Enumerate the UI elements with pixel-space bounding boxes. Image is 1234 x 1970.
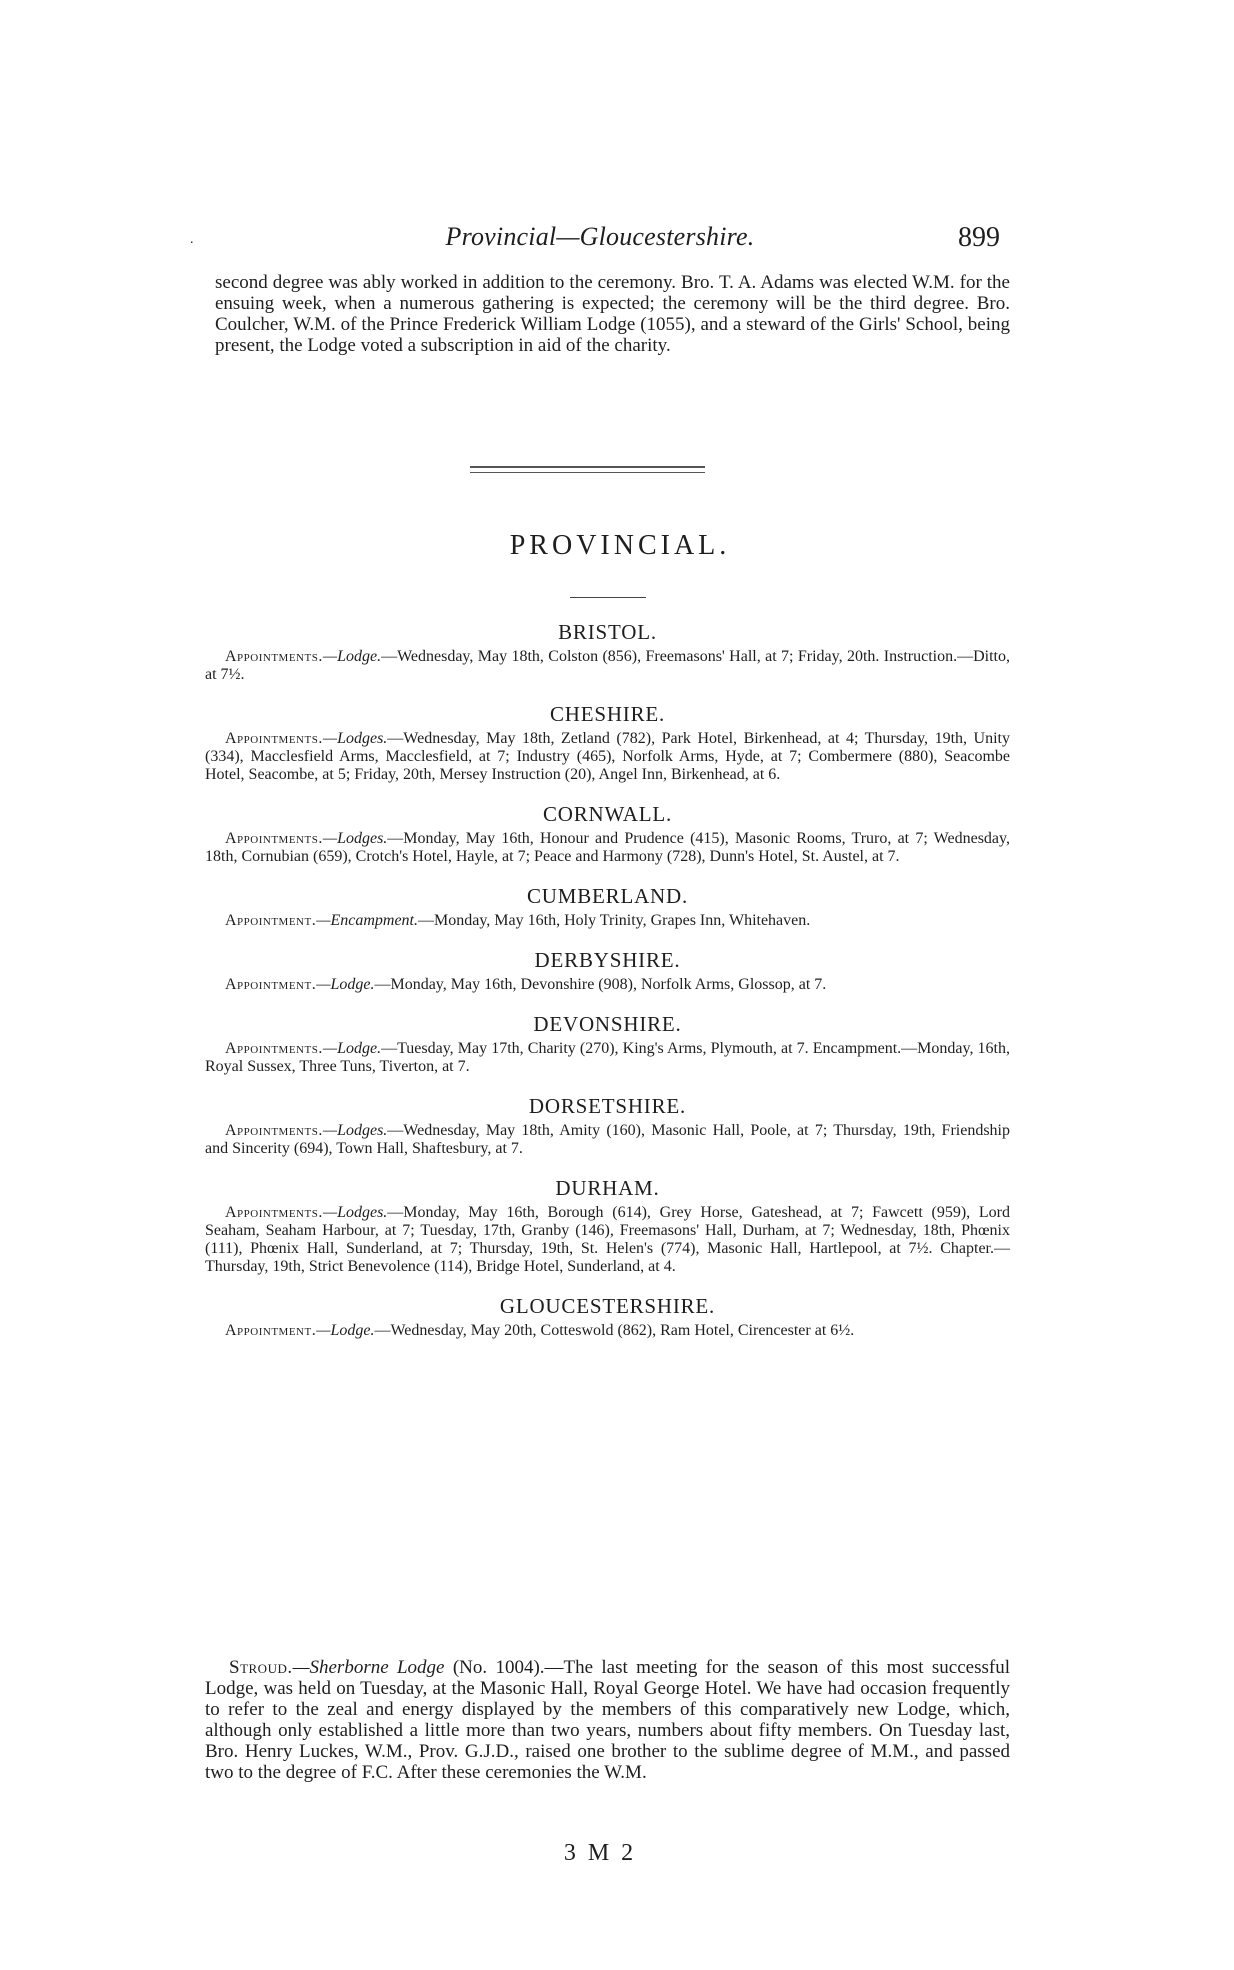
section-heading: DORSETSHIRE. <box>528 1094 687 1118</box>
appointment-label: Appointment. <box>225 1322 317 1339</box>
section-bristol <box>205 620 1010 684</box>
section-text <box>205 648 1010 684</box>
appointment-type: —Lodges. <box>322 830 388 847</box>
lodge-name: —Sherborne Lodge <box>292 1657 445 1678</box>
sections-container <box>205 620 1010 1358</box>
main-heading: PROVINCIAL. <box>509 530 731 561</box>
section-text <box>205 912 1010 930</box>
appointment-type: —Encampment. <box>316 912 418 929</box>
section-text <box>205 1322 1010 1340</box>
section-devonshire <box>205 1012 1010 1076</box>
signature-mark: 3 M 2 <box>563 1840 637 1866</box>
appointment-label: Appointments. <box>225 1122 323 1139</box>
section-text <box>205 730 1010 784</box>
running-header: Provincial—Gloucestershire. <box>445 222 755 251</box>
stroud-text: (No. 1004).—The last meeting for the season of this most successful Lodge, was held on Tuesday, at the Masonic Hall, Royal George Hotel. We have had occasion frequently to refer to the zeal and energy displayed by the members of this comparatively new Lodge, which, although only established a little more than two years, numbers about fifty members. On Tuesday last, Bro. Henry Luckes, W.M., Prov. G.J.D., raised one brother to the sublime degree of M.M., and passed two to the degree of F.C. After these ceremonies the W.M. <box>205 1657 1010 1783</box>
appointment-details: —Monday, May 16th, Honour and Prudence (415), Masonic Rooms, Truro, at 7; Wednesday, 18th, Cornubian (659), Crotch's Hotel, Hayle, at 7; Peace and Harmony (728), Dunn's Hotel, St. Austel, at 7. <box>205 830 1010 865</box>
appointment-type: —Lodge. <box>322 1040 382 1057</box>
appointment-type: —Lodges. <box>322 730 388 747</box>
section-text <box>205 1122 1010 1158</box>
stroud-paragraph <box>205 1657 1010 1783</box>
appointment-type: —Lodge. <box>316 1322 375 1339</box>
appointment-details: —Wednesday, May 18th, Amity (160), Masonic Hall, Poole, at 7; Thursday, 19th, Friendship and Sincerity (694), Town Hall, Shaftesbury, at 7. <box>205 1122 1010 1157</box>
appointment-type: —Lodges. <box>322 1204 388 1221</box>
appointment-details: —Monday, May 16th, Borough (614), Grey Horse, Gateshead, at 7; Fawcett (959), Lord Seaham, Seaham Harbour, at 7; Tuesday, 17th, Granby (146), Freemasons' Hall, Durham, at 7; Wednesday, 18th, Phœnix (111), Phœnix Hall, Sunderland, at 7; Thursday, 19th, St. Helen's (774), Masonic Hall, Hartlepool, at 7½. Chapter.—Thursday, 19th, Strict Benevolence (114), Bridge Hotel, Sunderland, at 4. <box>205 1204 1010 1275</box>
section-text <box>205 1040 1010 1076</box>
section-heading: BRISTOL. <box>558 620 657 644</box>
section-cheshire <box>205 702 1010 784</box>
stroud-label: Stroud. <box>229 1657 293 1678</box>
appointment-details: —Tuesday, May 17th, Charity (270), King's Arms, Plymouth, at 7. Encampment.—Monday, 16th, Royal Sussex, Three Tuns, Tiverton, at 7. <box>205 1040 1010 1075</box>
section-dorsetshire <box>205 1094 1010 1158</box>
header-dot: . <box>190 232 194 247</box>
intro-paragraph: second degree was ably worked in addition to the ceremony. Bro. T. A. Adams was elected W.M. for the ensuing week, when a numerous gathering is expected; the ceremony will be the third degree. Bro. Coulcher, W.M. of the Prince Frederick William Lodge (1055), and a steward of the Girls' School, being present, the Lodge voted a subscription in aid of the charity. <box>215 272 1010 356</box>
appointment-label: Appointment. <box>225 976 317 993</box>
section-heading: DERBYSHIRE. <box>534 948 681 972</box>
appointment-type: —Lodge. <box>322 648 382 665</box>
section-cumberland <box>205 884 1010 930</box>
section-derbyshire <box>205 948 1010 994</box>
section-heading: CHESHIRE. <box>549 702 666 726</box>
double-rule-bottom <box>470 472 705 473</box>
section-text <box>205 830 1010 866</box>
section-cornwall <box>205 802 1010 866</box>
appointment-label: Appointments. <box>225 830 323 847</box>
section-text <box>205 976 1010 994</box>
appointment-details: —Monday, May 16th, Holy Trinity, Grapes Inn, Whitehaven. <box>418 912 811 929</box>
short-rule <box>570 597 646 598</box>
section-heading: CORNWALL. <box>542 802 673 826</box>
appointment-details: —Monday, May 16th, Devonshire (908), Norfolk Arms, Glossop, at 7. <box>374 976 827 993</box>
appointment-type: —Lodge. <box>316 976 375 993</box>
page-number: 899 <box>958 222 1000 253</box>
appointment-label: Appointments. <box>225 1204 323 1221</box>
double-rule-top <box>470 466 705 468</box>
appointment-details: —Wednesday, May 18th, Zetland (782), Park Hotel, Birkenhead, at 4; Thursday, 19th, Unity (334), Macclesfield Arms, Macclesfield, at 7; Industry (465), Norfolk Arms, Hyde, at 7; Combermere (880), Seacombe Hotel, Seacombe, at 5; Friday, 20th, Mersey Instruction (20), Angel Inn, Birkenhead, at 6. <box>205 730 1010 783</box>
appointment-details: —Wednesday, May 20th, Cotteswold (862), Ram Hotel, Cirencester at 6½. <box>374 1322 855 1339</box>
section-text <box>205 1204 1010 1276</box>
appointment-label: Appointments. <box>225 648 323 665</box>
section-heading: DURHAM. <box>555 1176 660 1200</box>
appointment-label: Appointment. <box>225 912 317 929</box>
section-heading: CUMBERLAND. <box>526 884 689 908</box>
appointment-label: Appointments. <box>225 730 323 747</box>
appointment-type: —Lodges. <box>322 1122 388 1139</box>
section-durham <box>205 1176 1010 1276</box>
section-gloucestershire <box>205 1294 1010 1340</box>
appointment-label: Appointments. <box>225 1040 323 1057</box>
section-heading: GLOUCESTERSHIRE. <box>499 1294 716 1318</box>
section-heading: DEVONSHIRE. <box>533 1012 682 1036</box>
appointment-details: —Wednesday, May 18th, Colston (856), Freemasons' Hall, at 7; Friday, 20th. Instruction.—Ditto, at 7½. <box>205 648 1010 683</box>
